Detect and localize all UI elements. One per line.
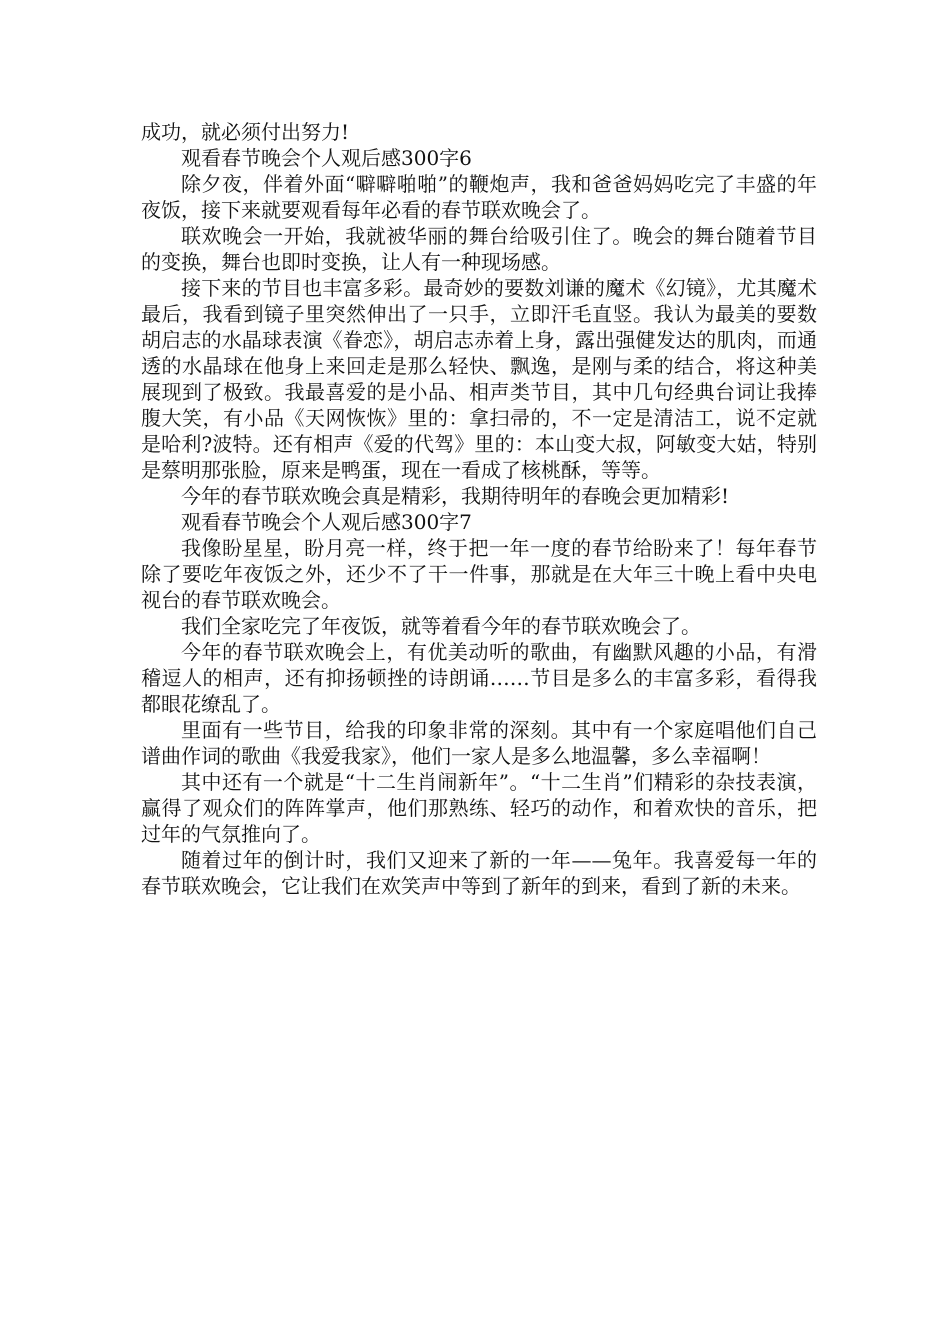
paragraph: 我们全家吃完了年夜饭，就等着看今年的春节联欢晚会了。 [181, 614, 701, 638]
paragraph: 今年的春节联欢晚会真是精彩，我期待明年的春晚会更加精彩! [181, 484, 730, 508]
paragraph: 我像盼星星，盼月亮一样，终于把一年一度的春节给盼来了！每年春节除了要吃年夜饭之外，还少不了干一件事，那就是在大年三十晚上看中央电视台的春节联欢晚会。 [141, 536, 817, 612]
paragraph: 其中还有一个就是“十二生肖闹新年”。“十二生肖”们精彩的杂技表演，赢得了观众们的阵阵掌声，他们那熟练、轻巧的动作，和着欢快的音乐，把过年的气氛推向了。 [141, 770, 817, 846]
paragraph: 今年的春节联欢晚会上，有优美动听的歌曲，有幽默风趣的小品，有滑稽逗人的相声，还有抑扬顿挫的诗朗诵……节目是多么的丰富多彩，看得我都眼花缭乱了。 [141, 640, 817, 716]
paragraph: 随着过年的倒计时，我们又迎来了新的一年——兔年。我喜爱每一年的春节联欢晚会，它让我们在欢笑声中等到了新年的到来，看到了新的未来。 [141, 848, 817, 898]
section-heading: 观看春节晚会个人观后感300字6 [181, 146, 472, 170]
document-body [141, 119, 817, 899]
section-heading: 观看春节晚会个人观后感300字7 [181, 510, 472, 534]
paragraph: 联欢晚会一开始，我就被华丽的舞台给吸引住了。晚会的舞台随着节目的变换，舞台也即时变换，让人有一种现场感。 [141, 224, 817, 274]
paragraph: 里面有一些节目，给我的印象非常的深刻。其中有一个家庭唱他们自己谱曲作词的歌曲《我爱我家》，他们一家人是多么地温馨，多么幸福啊！ [141, 718, 817, 768]
paragraph: 成功，就必须付出努力! [141, 120, 350, 144]
paragraph: 接下来的节目也丰富多彩。最奇妙的要数刘谦的魔术《幻镜》，尤其魔术最后，我看到镜子里突然伸出了一只手，立即汗毛直竖。我认为最美的要数胡启志的水晶球表演《眷恋》，胡启志赤着上身，露出强健发达的肌肉，而通透的水晶球在他身上来回走是那么轻快、飘逸，是刚与柔的结合，将这种美展现到了极致。我最喜爱的是小品、相声类节目，其中几句经典台词让我捧腹大笑，有小品《天网恢恢》里的：拿扫帚的，不一定是清洁工，说不定就是哈利?波特。还有相声《爱的代驾》里的：本山变大叔，阿敏变大姑，特别是蔡明那张脸，原来是鸭蛋，现在一看成了核桃酥，等等。 [141, 276, 817, 482]
paragraph: 除夕夜，伴着外面“噼噼啪啪”的鞭炮声，我和爸爸妈妈吃完了丰盛的年夜饭，接下来就要观看每年必看的春节联欢晚会了。 [141, 172, 817, 222]
